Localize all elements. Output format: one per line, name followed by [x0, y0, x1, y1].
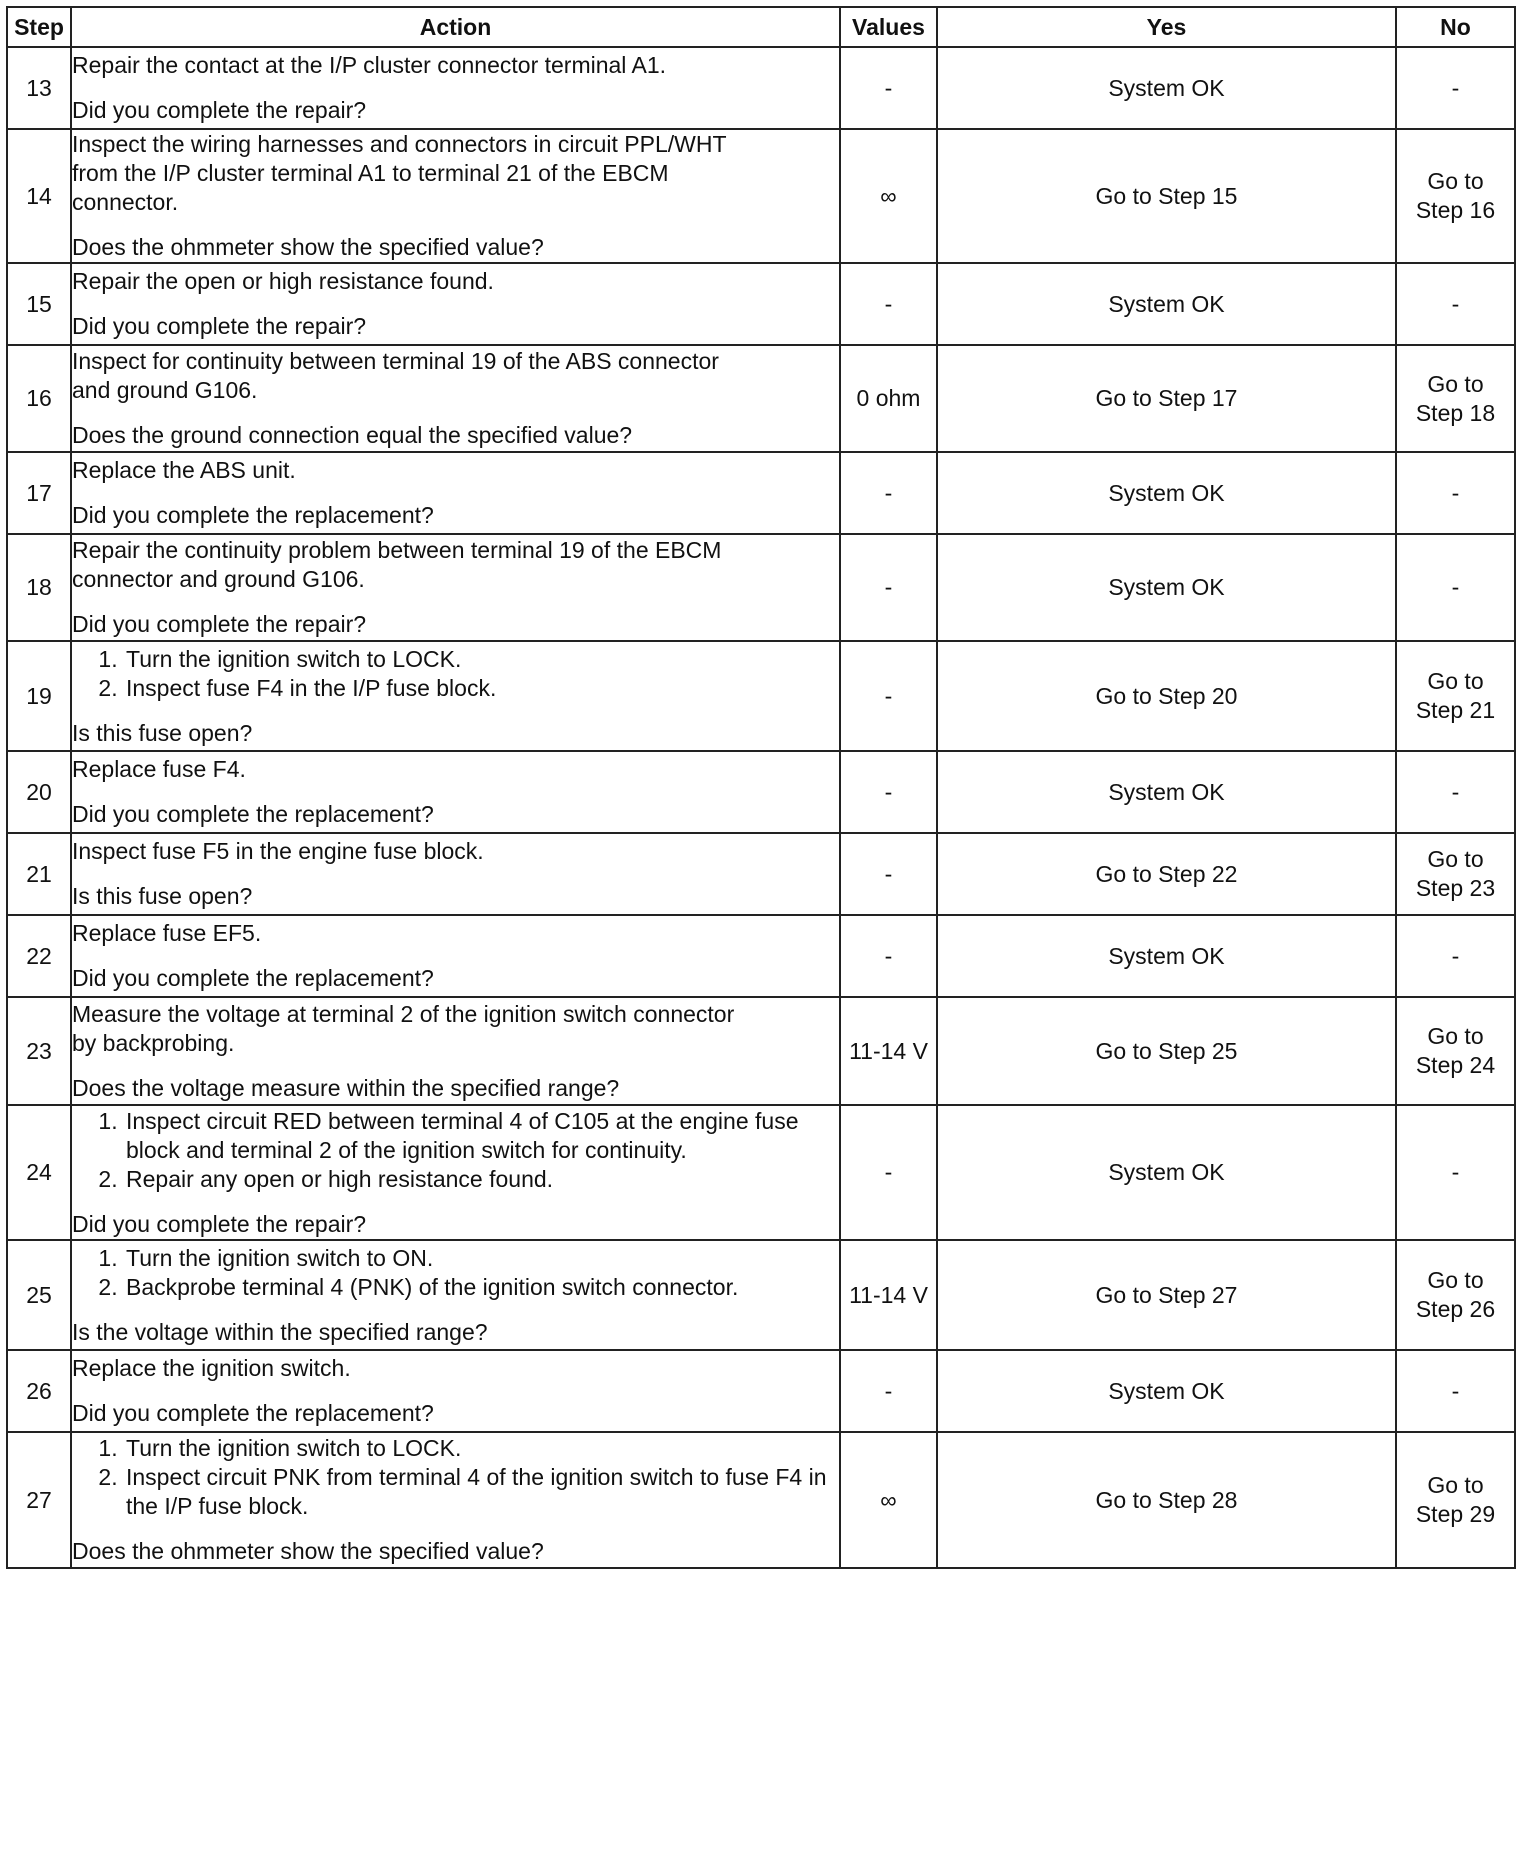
no-result-line: Go to	[1427, 1023, 1484, 1049]
no-result	[1396, 1350, 1515, 1432]
action-question: Did you complete the repair?	[72, 313, 367, 339]
header-row	[7, 7, 1515, 47]
action-cell	[71, 1432, 840, 1568]
no-result-line: Go to	[1427, 1472, 1484, 1498]
header-yes: Yes	[937, 7, 1396, 47]
action-question: Is the voltage within the specified range?	[72, 1318, 488, 1345]
action-question: Does the ohmmeter show the specified value?	[72, 1538, 544, 1564]
spec-value: -	[840, 1105, 937, 1240]
action-question: Does the voltage measure within the specified range?	[72, 1074, 620, 1101]
step-number: 21	[7, 833, 71, 915]
action-cell	[71, 263, 840, 345]
table-row	[7, 1240, 1515, 1350]
no-result	[1396, 129, 1515, 263]
yes-result: System OK	[937, 751, 1396, 833]
no-result	[1396, 915, 1515, 997]
diagnostic-table	[6, 6, 1516, 1569]
action-step-item: 1. Inspect circuit RED between terminal 4 of C105 at the engine fuse block and terminal 2 of the ignition switch for continuity.	[124, 1107, 839, 1165]
spec-value: -	[840, 833, 937, 915]
step-number: 24	[7, 1105, 71, 1240]
spec-value: -	[840, 915, 937, 997]
action-steps-list	[72, 1244, 839, 1302]
table-row	[7, 452, 1515, 534]
step-number: 23	[7, 997, 71, 1105]
step-number: 16	[7, 345, 71, 452]
no-result-line: -	[1451, 942, 1460, 969]
no-result	[1396, 47, 1515, 129]
step-number: 26	[7, 1350, 71, 1432]
table-row	[7, 263, 1515, 345]
step-number: 18	[7, 534, 71, 641]
table-row	[7, 751, 1515, 833]
no-result-line: Step 16	[1415, 197, 1496, 223]
action-cell	[71, 129, 840, 263]
yes-result: System OK	[937, 452, 1396, 534]
no-result-line: Go to	[1427, 168, 1484, 194]
header-no: No	[1396, 7, 1515, 47]
action-step-item: 1. Turn the ignition switch to ON.	[124, 1244, 839, 1273]
header-values: Values	[840, 7, 937, 47]
header-action: Action	[71, 7, 840, 47]
no-result-line: Go to	[1427, 846, 1484, 872]
no-result-line: Step 26	[1415, 1296, 1496, 1322]
action-question: Does the ground connection equal the specified value?	[72, 422, 633, 448]
action-cell	[71, 452, 840, 534]
action-text: from the I/P cluster terminal A1 to terminal 21 of the EBCM	[72, 160, 669, 186]
no-result	[1396, 345, 1515, 452]
action-step-item: 2. Repair any open or high resistance found.	[124, 1165, 839, 1194]
header-step: Step	[7, 7, 71, 47]
action-steps-list	[72, 1107, 839, 1194]
no-result-line: -	[1451, 290, 1460, 317]
spec-value: -	[840, 641, 937, 751]
no-result-line: Step 29	[1415, 1501, 1496, 1527]
table-row	[7, 345, 1515, 452]
yes-result: Go to Step 25	[937, 997, 1396, 1105]
table-row	[7, 1105, 1515, 1240]
no-result-line: -	[1451, 1159, 1460, 1185]
action-text: Inspect for continuity between terminal 19 of the ABS connector	[72, 348, 719, 374]
yes-result: System OK	[937, 1105, 1396, 1240]
step-number: 13	[7, 47, 71, 129]
action-text: and ground G106.	[72, 377, 258, 403]
spec-value: -	[840, 751, 937, 833]
step-number: 27	[7, 1432, 71, 1568]
action-text: Inspect the wiring harnesses and connectors in circuit PPL/WHT	[72, 131, 727, 157]
yes-result: Go to Step 17	[937, 345, 1396, 452]
action-question: Did you complete the replacement?	[72, 965, 434, 991]
table-row	[7, 129, 1515, 263]
table-row	[7, 534, 1515, 641]
spec-value: ∞	[840, 1432, 937, 1568]
spec-value: 0 ohm	[840, 345, 937, 452]
table-row	[7, 641, 1515, 751]
spec-value: 11-14 V	[840, 997, 937, 1105]
no-result-line: -	[1451, 778, 1460, 805]
yes-result: Go to Step 22	[937, 833, 1396, 915]
action-text: Inspect fuse F5 in the engine fuse block.	[72, 838, 484, 864]
action-text: Repair the continuity problem between terminal 19 of the EBCM	[72, 537, 722, 563]
action-text: connector.	[72, 189, 179, 215]
table-row	[7, 1350, 1515, 1432]
yes-result: System OK	[937, 1350, 1396, 1432]
action-text: Replace fuse EF5.	[72, 920, 262, 946]
action-text: Replace the ABS unit.	[72, 457, 296, 483]
no-result	[1396, 641, 1515, 751]
no-result-line: Step 24	[1415, 1052, 1496, 1078]
action-step-item: 1. Turn the ignition switch to LOCK.	[124, 1434, 839, 1463]
action-cell	[71, 915, 840, 997]
action-cell	[71, 833, 840, 915]
no-result-line: Step 21	[1415, 697, 1496, 723]
no-result	[1396, 1432, 1515, 1568]
yes-result: System OK	[937, 47, 1396, 129]
no-result	[1396, 263, 1515, 345]
action-text: Repair the open or high resistance found.	[72, 268, 494, 294]
action-question: Did you complete the replacement?	[72, 801, 434, 827]
action-cell	[71, 997, 840, 1105]
action-question: Did you complete the repair?	[72, 611, 367, 637]
no-result-line: Step 18	[1415, 399, 1496, 426]
action-question: Did you complete the repair?	[72, 97, 367, 123]
action-text: connector and ground G106.	[72, 566, 365, 592]
no-result	[1396, 534, 1515, 641]
step-number: 20	[7, 751, 71, 833]
action-question: Did you complete the replacement?	[72, 502, 434, 528]
no-result	[1396, 452, 1515, 534]
action-text: Repair the contact at the I/P cluster connector terminal A1.	[72, 52, 667, 78]
yes-result: Go to Step 20	[937, 641, 1396, 751]
no-result-line: Go to	[1427, 668, 1484, 694]
spec-value: -	[840, 47, 937, 129]
table-row	[7, 1432, 1515, 1568]
step-number: 17	[7, 452, 71, 534]
action-cell	[71, 47, 840, 129]
action-step-item: 2. Inspect circuit PNK from terminal 4 of the ignition switch to fuse F4 in the I/P fuse block.	[124, 1463, 839, 1521]
action-cell	[71, 1240, 840, 1350]
no-result	[1396, 833, 1515, 915]
no-result-line: -	[1451, 479, 1460, 506]
table-row	[7, 833, 1515, 915]
no-result-line: -	[1451, 574, 1460, 600]
action-cell	[71, 534, 840, 641]
spec-value: -	[840, 452, 937, 534]
action-text: by backprobing.	[72, 1029, 235, 1056]
action-cell	[71, 1105, 840, 1240]
step-number: 25	[7, 1240, 71, 1350]
action-text: Replace fuse F4.	[72, 756, 246, 782]
yes-result: System OK	[937, 915, 1396, 997]
action-cell	[71, 1350, 840, 1432]
no-result	[1396, 751, 1515, 833]
action-question: Does the ohmmeter show the specified value?	[72, 234, 544, 260]
spec-value: -	[840, 1350, 937, 1432]
action-question: Did you complete the repair?	[72, 1210, 367, 1237]
yes-result: Go to Step 27	[937, 1240, 1396, 1350]
no-result-line: Step 23	[1415, 875, 1496, 901]
action-cell	[71, 345, 840, 452]
no-result-line: -	[1451, 74, 1460, 101]
spec-value: -	[840, 534, 937, 641]
table-row	[7, 47, 1515, 129]
action-cell	[71, 751, 840, 833]
action-step-item: 2. Inspect fuse F4 in the I/P fuse block.	[124, 674, 839, 703]
action-step-item: 2. Backprobe terminal 4 (PNK) of the ignition switch connector.	[124, 1273, 839, 1302]
no-result-line: -	[1451, 1377, 1460, 1404]
action-cell	[71, 641, 840, 751]
action-steps-list	[72, 1434, 839, 1521]
yes-result: Go to Step 28	[937, 1432, 1396, 1568]
spec-value: -	[840, 263, 937, 345]
action-question: Is this fuse open?	[72, 883, 253, 909]
step-number: 14	[7, 129, 71, 263]
step-number: 19	[7, 641, 71, 751]
yes-result: Go to Step 15	[937, 129, 1396, 263]
action-steps-list	[72, 645, 839, 703]
action-question: Did you complete the replacement?	[72, 1400, 434, 1426]
no-result	[1396, 997, 1515, 1105]
table-row	[7, 997, 1515, 1105]
no-result-line: Go to	[1427, 1267, 1484, 1293]
spec-value: ∞	[840, 129, 937, 263]
no-result-line: Go to	[1427, 370, 1484, 397]
yes-result: System OK	[937, 534, 1396, 641]
table-row	[7, 915, 1515, 997]
action-step-item: 1. Turn the ignition switch to LOCK.	[124, 645, 839, 674]
action-text: Replace the ignition switch.	[72, 1355, 351, 1381]
step-number: 15	[7, 263, 71, 345]
action-text: Measure the voltage at terminal 2 of the ignition switch connector	[72, 1000, 735, 1027]
no-result	[1396, 1240, 1515, 1350]
action-question: Is this fuse open?	[72, 719, 253, 746]
step-number: 22	[7, 915, 71, 997]
yes-result: System OK	[937, 263, 1396, 345]
no-result	[1396, 1105, 1515, 1240]
spec-value: 11-14 V	[840, 1240, 937, 1350]
